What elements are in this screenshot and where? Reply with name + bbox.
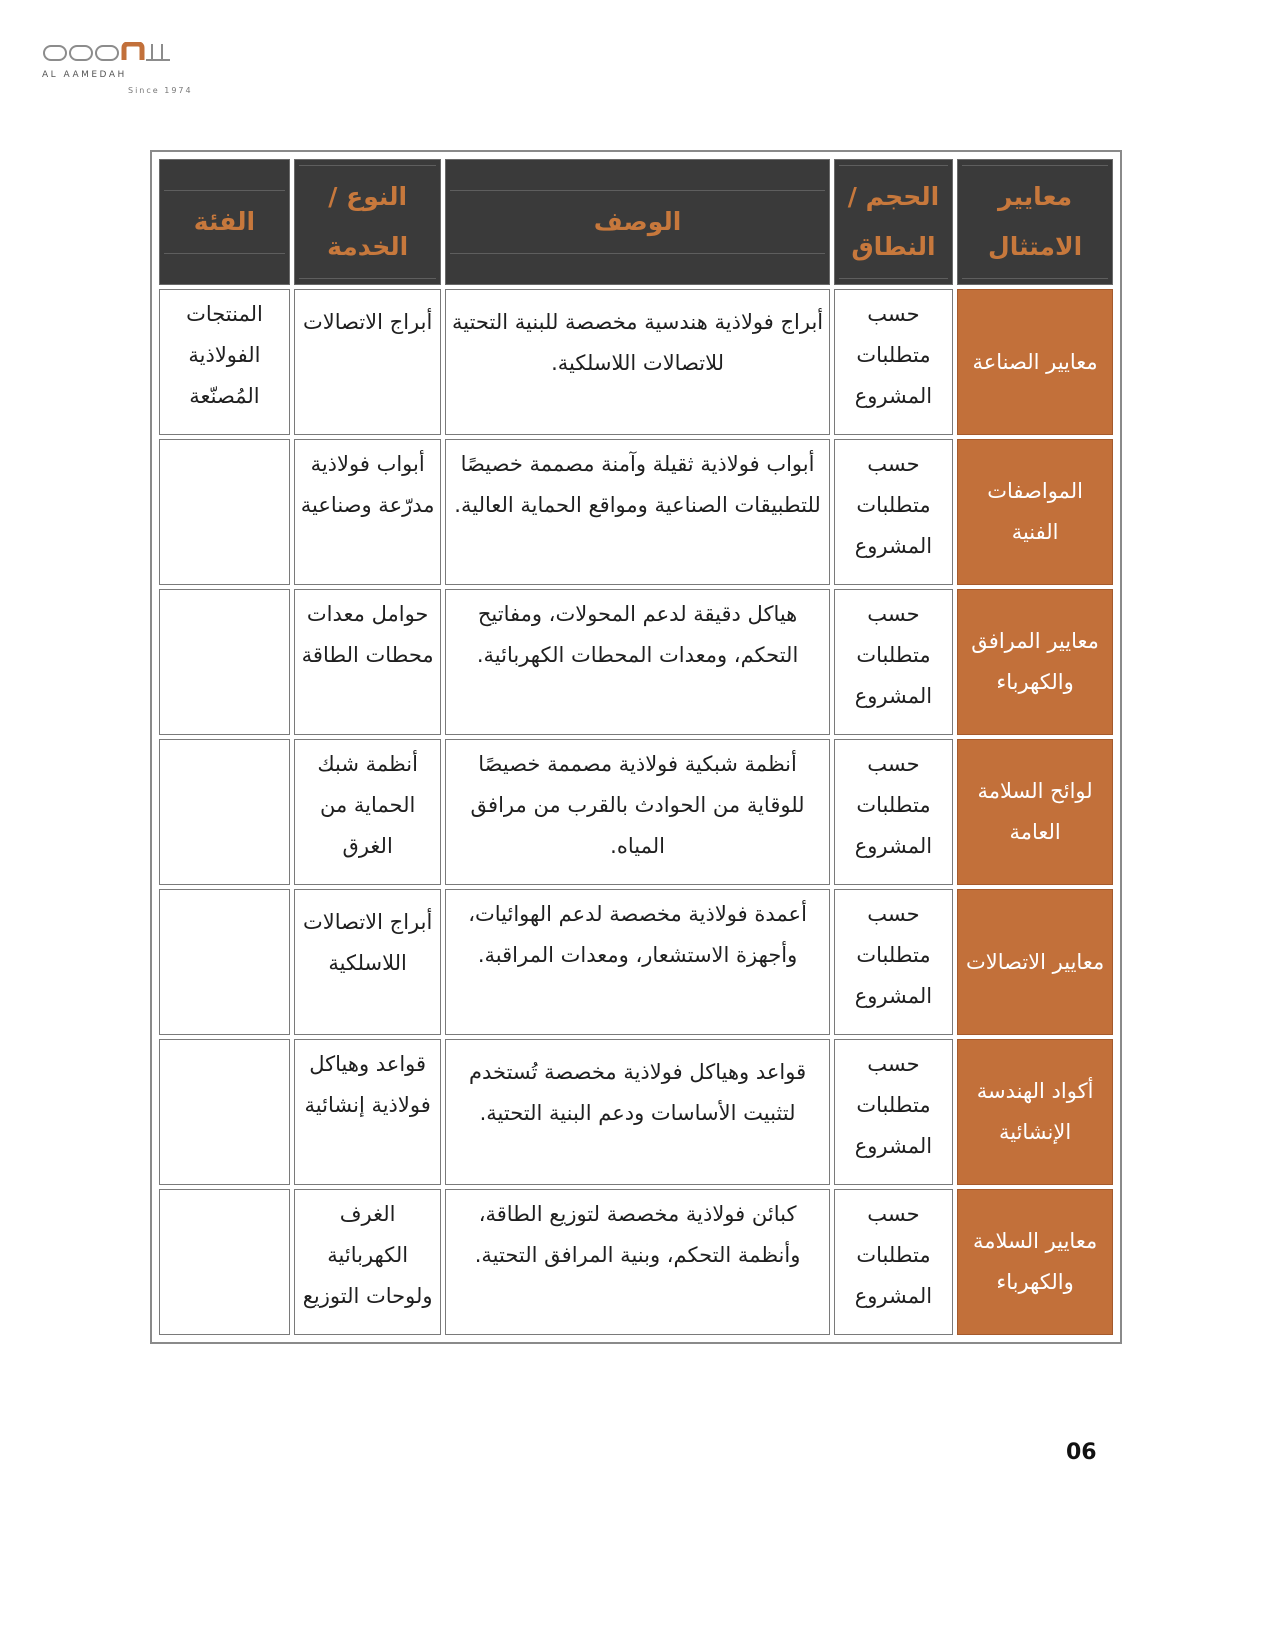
- table-row: [159, 1189, 1113, 1335]
- cell-standard: معايير الاتصالات: [957, 889, 1113, 1035]
- table-row: [159, 289, 1113, 435]
- cell-category: [159, 889, 290, 1035]
- cell-description: أبواب فولاذية ثقيلة وآمنة مصممة خصيصًا للتطبيقات الصناعية ومواقع الحماية العالية.: [445, 439, 829, 585]
- cell-scope: حسب متطلبات المشروع: [834, 1189, 953, 1335]
- cell-category: [159, 1189, 290, 1335]
- cell-description: أبراج فولاذية هندسية مخصصة للبنية التحتية للاتصالات اللاسلكية.: [445, 289, 829, 435]
- header-description: الوصف: [445, 159, 829, 285]
- cell-category: المنتجات الفولاذية المُصنّعة: [159, 289, 290, 435]
- cell-category: [159, 439, 290, 585]
- cell-type: أبواب فولاذية مدرّعة وصناعية: [294, 439, 442, 585]
- header-category: الفئة: [159, 159, 290, 285]
- header-standards: معايير الامتثال: [957, 159, 1113, 285]
- table-header-row: [159, 159, 1113, 285]
- cell-standard: أكواد الهندسة الإنشائية: [957, 1039, 1113, 1185]
- cell-standard: معايير المرافق والكهرباء: [957, 589, 1113, 735]
- cell-standard: لوائح السلامة العامة: [957, 739, 1113, 885]
- table-row: [159, 589, 1113, 735]
- cell-category: [159, 739, 290, 885]
- cell-scope: حسب متطلبات المشروع: [834, 739, 953, 885]
- cell-type: قواعد وهياكل فولاذية إنشائية: [294, 1039, 442, 1185]
- header-scope: الحجم / النطاق: [834, 159, 953, 285]
- cell-scope: حسب متطلبات المشروع: [834, 289, 953, 435]
- page-number: 06: [1066, 1440, 1097, 1465]
- cell-scope: حسب متطلبات المشروع: [834, 1039, 953, 1185]
- cell-standard: المواصفات الفنية: [957, 439, 1113, 585]
- logo-wordmark: AL AAMEDAH: [42, 70, 127, 80]
- cell-description: هياكل دقيقة لدعم المحولات، ومفاتيح التحكم، ومعدات المحطات الكهربائية.: [445, 589, 829, 735]
- cell-scope: حسب متطلبات المشروع: [834, 439, 953, 585]
- cell-description: أعمدة فولاذية مخصصة لدعم الهوائيات، وأجهزة الاستشعار، ومعدات المراقبة.: [445, 889, 829, 1035]
- table-row: [159, 1039, 1113, 1185]
- logo-since: Since 1974: [128, 86, 193, 95]
- cell-type: حوامل معدات محطات الطاقة: [294, 589, 442, 735]
- cell-type: الغرف الكهربائية ولوحات التوزيع: [294, 1189, 442, 1335]
- cell-type: أبراج الاتصالات: [294, 289, 442, 435]
- cell-category: [159, 589, 290, 735]
- cell-type: أنظمة شبك الحماية من الغرق: [294, 739, 442, 885]
- header-type: النوع / الخدمة: [294, 159, 442, 285]
- cell-description: أنظمة شبكية فولاذية مصممة خصيصًا للوقاية من الحوادث بالقرب من مرافق المياه.: [445, 739, 829, 885]
- cell-scope: حسب متطلبات المشروع: [834, 889, 953, 1035]
- cell-standard: معايير الصناعة: [957, 289, 1113, 435]
- cell-standard: معايير السلامة والكهرباء: [957, 1189, 1113, 1335]
- compliance-table: [155, 155, 1117, 1339]
- cell-description: قواعد وهياكل فولاذية مخصصة تُستخدم لتثبيت الأساسات ودعم البنية التحتية.: [445, 1039, 829, 1185]
- table-row: [159, 739, 1113, 885]
- compliance-table-frame: [150, 150, 1122, 1344]
- cell-description: كبائن فولاذية مخصصة لتوزيع الطاقة، وأنظمة التحكم، وبنية المرافق التحتية.: [445, 1189, 829, 1335]
- cell-category: [159, 1039, 290, 1185]
- cell-type: أبراج الاتصالات اللاسلكية: [294, 889, 442, 1035]
- cell-scope: حسب متطلبات المشروع: [834, 589, 953, 735]
- table-row: [159, 889, 1113, 1035]
- table-row: [159, 439, 1113, 585]
